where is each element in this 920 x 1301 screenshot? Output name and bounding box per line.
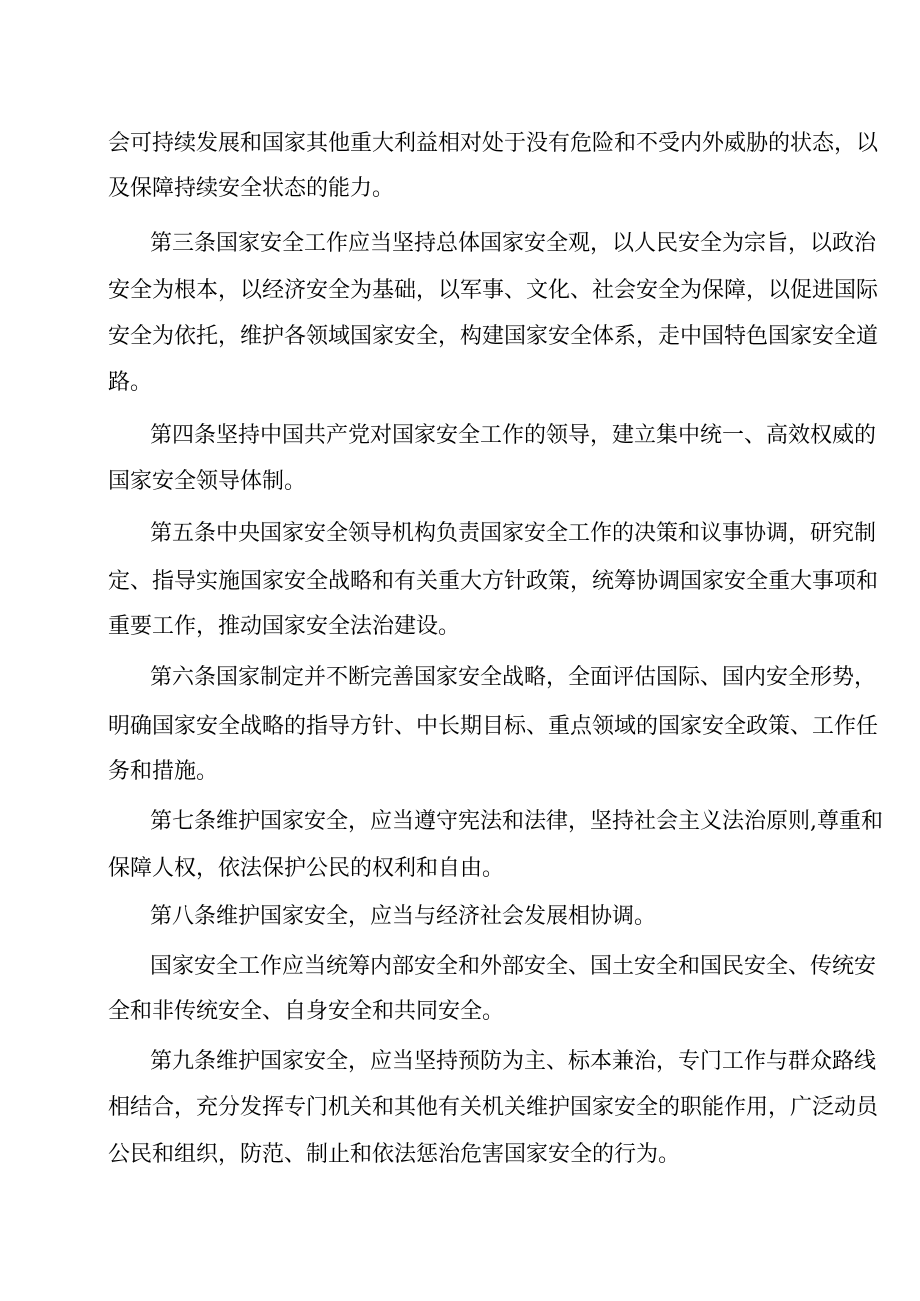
paragraph-line: 第三条国家安全工作应当坚持总体国家安全观，以人民安全为宗旨，以政治	[150, 231, 877, 256]
paragraph-line: 国家安全工作应当统筹内部安全和外部安全、国土安全和国民安全、传统安	[150, 954, 877, 979]
paragraph-line: 务和措施。	[108, 759, 219, 784]
paragraph-line: 安全为依托，维护各领域国家安全，构建国家安全体系，走中国特色国家安全道	[108, 324, 879, 349]
paragraph-line: 第九条维护国家安全，应当坚持预防为主、标本兼治，专门工作与群众路线	[150, 1049, 877, 1074]
paragraph-line: 第八条维护国家安全，应当与经济社会发展相协调。	[150, 904, 657, 929]
paragraph-line: 会可持续发展和国家其他重大利益相对处于没有危险和不受内外威胁的状态，以	[108, 131, 879, 156]
paragraph-line: 重要工作，推动国家安全法治建设。	[108, 614, 461, 639]
paragraph-line: 相结合，充分发挥专门机关和其他有关机关维护国家安全的职能作用，广泛动员	[108, 1095, 879, 1120]
paragraph-line: 第五条中央国家安全领导机构负责国家安全工作的决策和议事协调，研究制	[150, 521, 877, 546]
paragraph-line: 第四条坚持中国共产党对国家安全工作的领导，建立集中统一、高效权威的	[150, 423, 877, 448]
paragraph-line: 国家安全领导体制。	[108, 469, 307, 494]
paragraph-line: 路。	[108, 370, 153, 395]
paragraph-line: 全和非传统安全、自身安全和共同安全。	[108, 999, 505, 1024]
paragraph-line: 明确国家安全战略的指导方针、中长期目标、重点领域的国家安全政策、工作任	[108, 714, 879, 739]
paragraph-line: 公民和组织，防范、制止和依法惩治危害国家安全的行为。	[108, 1142, 681, 1167]
paragraph-line: 保障人权，依法保护公民的权利和自由。	[108, 856, 505, 881]
paragraph-line: 安全为根本，以经济安全为基础，以军事、文化、社会安全为保障，以促进国际	[108, 278, 879, 303]
paragraph-line: 第七条维护国家安全，应当遵守宪法和法律，坚持社会主义法治原则,尊重和	[150, 809, 883, 834]
paragraph-line: 定、指导实施国家安全战略和有关重大方针政策，统筹协调国家安全重大事项和	[108, 569, 879, 594]
paragraph-line: 第六条国家制定并不断完善国家安全战略，全面评估国际、国内安全形势，	[150, 665, 877, 690]
paragraph-line: 及保障持续安全状态的能力。	[108, 176, 395, 201]
